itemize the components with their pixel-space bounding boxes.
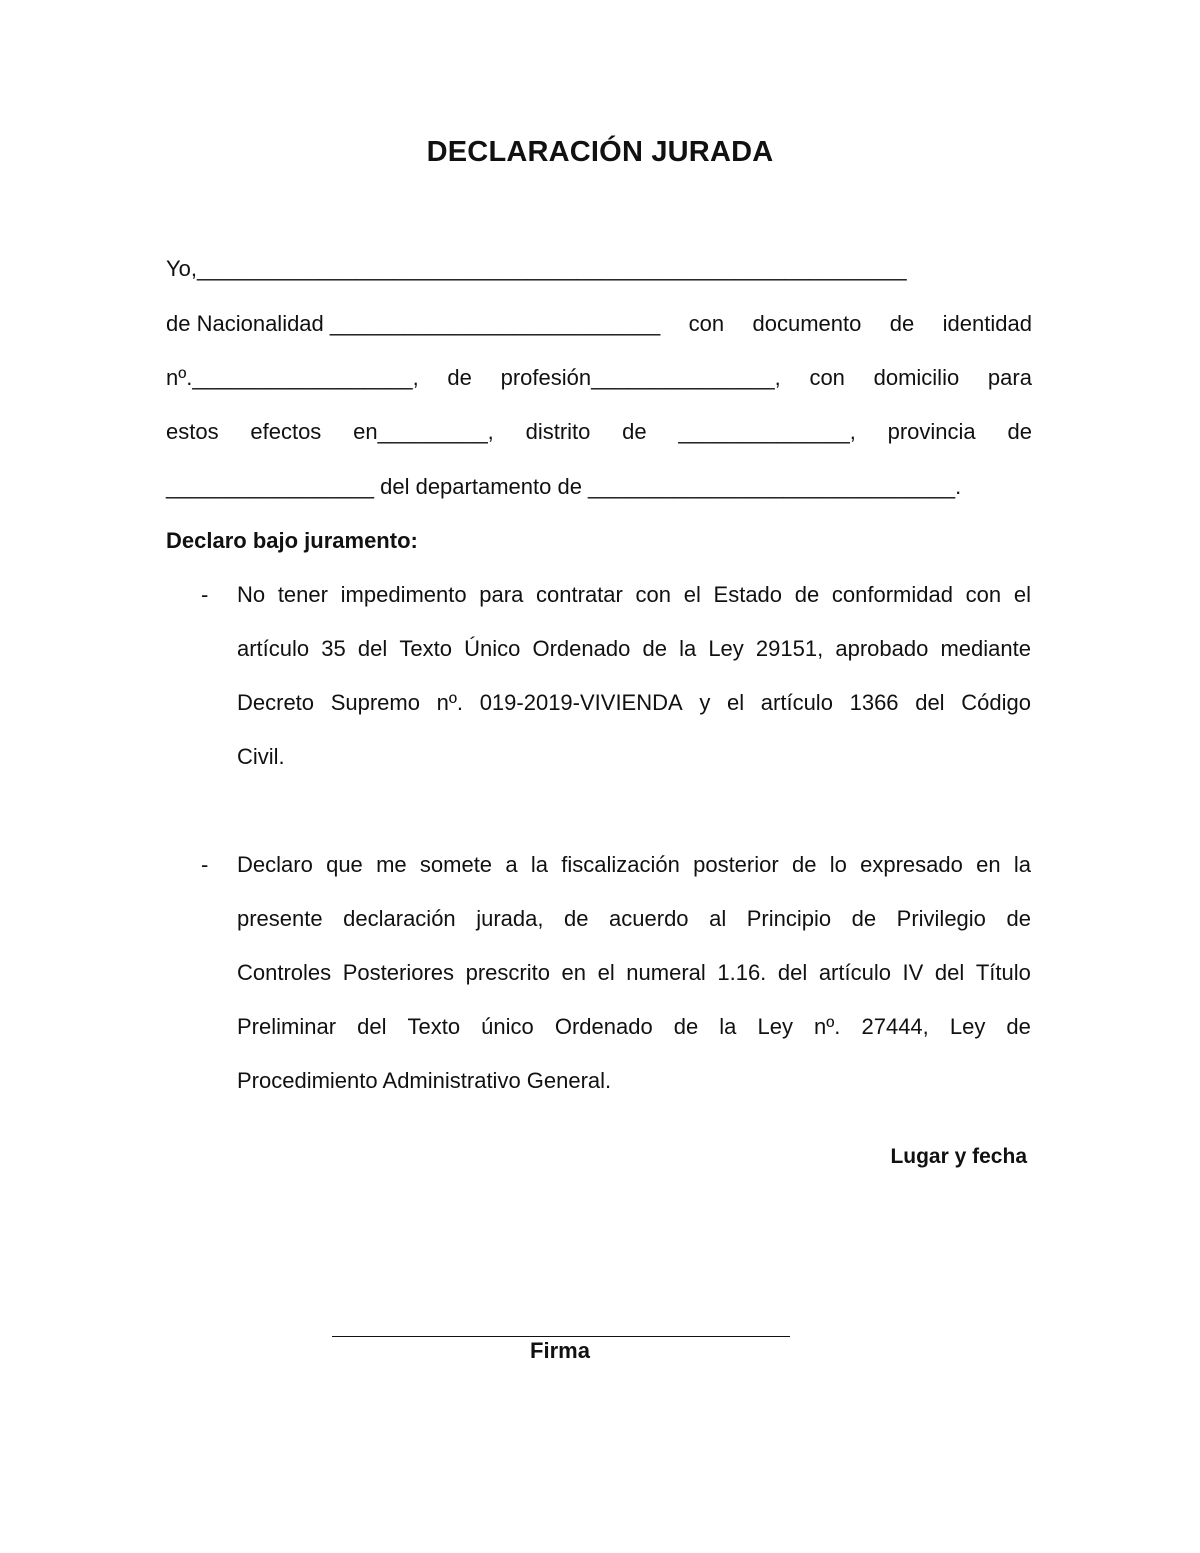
word: de [889, 311, 915, 336]
word: Ley [757, 1014, 793, 1039]
word: 35 [321, 636, 346, 661]
word: el [597, 960, 615, 985]
word: me [376, 852, 407, 877]
word: Texto [407, 1014, 461, 1039]
word: para [987, 365, 1032, 390]
word: del [357, 1014, 387, 1039]
word: de [673, 1014, 699, 1039]
word: de [1006, 906, 1031, 931]
word: Ordenado [554, 1014, 653, 1039]
word: aprobado [835, 636, 929, 661]
word: de [1007, 419, 1032, 444]
word: acuerdo [609, 906, 689, 931]
word: conformidad [831, 582, 953, 607]
word: somete [419, 852, 493, 877]
word: con [635, 582, 672, 607]
word: Ley [708, 636, 744, 661]
word: artículo [760, 690, 833, 715]
word: para [479, 582, 524, 607]
word: artículo [818, 960, 891, 985]
word: numeral [626, 960, 706, 985]
bullet1-line-2 [237, 634, 1031, 664]
word: fiscalización [561, 852, 680, 877]
word: de [851, 906, 877, 931]
word: del [934, 960, 965, 985]
word: de [622, 419, 647, 444]
word: en_________, [353, 419, 494, 444]
word: que [326, 852, 363, 877]
word: lo [829, 852, 847, 877]
word: profesión_______________, [500, 365, 781, 390]
word: Código [961, 690, 1031, 715]
word: con [965, 582, 1002, 607]
bullet-marker-2: - [201, 852, 209, 877]
word: 1366 [849, 690, 899, 715]
word: la [719, 1014, 737, 1039]
word: en [976, 852, 1001, 877]
word: presente [237, 906, 323, 931]
word: Declaro [237, 852, 313, 877]
word: la [679, 636, 697, 661]
word: en [561, 960, 587, 985]
word: identidad [942, 311, 1032, 336]
word: Único [464, 636, 521, 661]
word: el [727, 690, 745, 715]
word: del [357, 636, 388, 661]
bullet-marker-1: - [201, 582, 209, 607]
word: del [777, 960, 808, 985]
word: y [699, 690, 711, 715]
word: contratar [536, 582, 623, 607]
bullet2-line-2 [237, 904, 1031, 934]
word: la [1013, 852, 1031, 877]
bullet1-line-1 [237, 580, 1031, 610]
word: Ley [949, 1014, 986, 1039]
word: No [237, 582, 266, 607]
word: Ordenado [532, 636, 631, 661]
word: posterior [693, 852, 779, 877]
word: mediante [940, 636, 1031, 661]
word: el [1013, 582, 1031, 607]
word: Título [975, 960, 1031, 985]
word: el [683, 582, 701, 607]
word: prescrito [465, 960, 550, 985]
word: impedimento [340, 582, 467, 607]
word: Controles [237, 960, 332, 985]
word: a [505, 852, 518, 877]
word: de [791, 852, 817, 877]
word: de [642, 636, 667, 661]
intro-line-3 [166, 363, 1032, 393]
word: la [530, 852, 548, 877]
bullet2-line-5: Procedimiento Administrativo General. [237, 1068, 612, 1093]
word: al [709, 906, 727, 931]
word: Estado [713, 582, 783, 607]
word: Decreto [237, 690, 315, 715]
bullet1-line-4: Civil. [237, 744, 285, 769]
word: efectos [250, 419, 322, 444]
declaro-heading: Declaro bajo juramento: [166, 528, 418, 553]
word: nº. [814, 1014, 841, 1039]
word: con [688, 311, 725, 336]
bullet2-line-3 [237, 958, 1031, 988]
word: distrito [525, 419, 591, 444]
bullet2-line-1 [237, 850, 1031, 880]
word: de [794, 582, 820, 607]
word: Privilegio [896, 906, 986, 931]
word: jurada, [476, 906, 544, 931]
word: de [1006, 1014, 1031, 1039]
word: nº.__________________, [166, 365, 419, 390]
intro-line-4 [166, 417, 1032, 447]
word: artículo [237, 636, 310, 661]
word: de Nacionalidad ___________________________ [166, 311, 661, 336]
word: expresado [860, 852, 963, 877]
intro-line-1: Yo,__________________________________________________________ [166, 256, 907, 281]
word: provincia [887, 419, 976, 444]
document-title: DECLARACIÓN JURADA [426, 136, 774, 168]
word: único [481, 1014, 534, 1039]
word: tener [277, 582, 328, 607]
place-date-label: Lugar y fecha [890, 1145, 1027, 1168]
word: 1.16. [717, 960, 767, 985]
word: declaración [343, 906, 456, 931]
bullet1-line-3 [237, 688, 1031, 718]
word: de [564, 906, 589, 931]
word: estos [166, 419, 219, 444]
word: 019-2019-VIVIENDA [479, 690, 683, 715]
word: Principio [746, 906, 832, 931]
word: nº. [436, 690, 464, 715]
word: IV [902, 960, 924, 985]
word: 29151, [755, 636, 824, 661]
word: Preliminar [237, 1014, 337, 1039]
word: 27444, [861, 1014, 929, 1039]
word: documento [752, 311, 862, 336]
bullet2-line-4 [237, 1012, 1031, 1042]
word: de [447, 365, 472, 390]
word: ______________, [678, 419, 856, 444]
word: Texto [399, 636, 452, 661]
word: con [809, 365, 845, 390]
word: domicilio [873, 365, 960, 390]
word: del [915, 690, 945, 715]
signature-label: Firma [530, 1338, 590, 1363]
word: Supremo [330, 690, 420, 715]
intro-line-2 [166, 309, 1032, 339]
word: Posteriores [342, 960, 455, 985]
intro-line-5: _________________ del departamento de ______________________________. [166, 474, 962, 499]
